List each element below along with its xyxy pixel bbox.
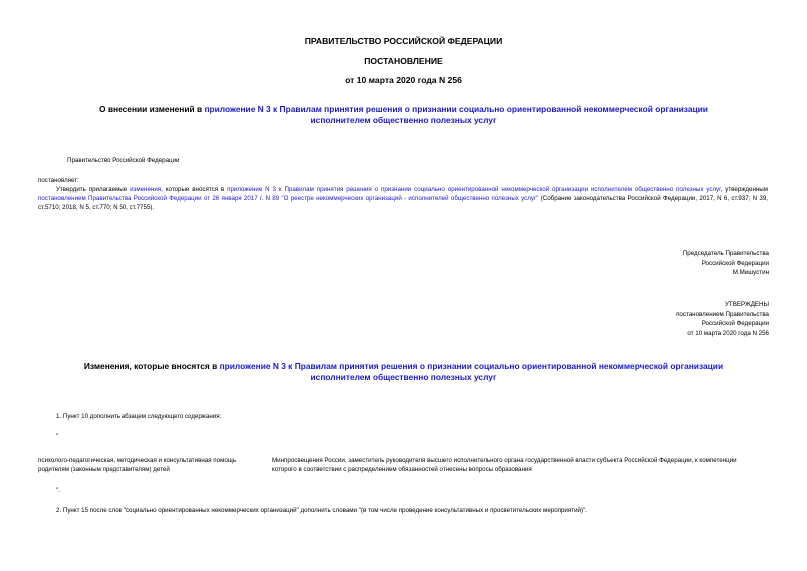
document-title xyxy=(70,104,737,126)
p1-text-d: (Собрание законодательства Российской Федерации, 2017, N 6, ст.937; N 39, ст.5710; 2018, N 5, ст.770; N 50, ст.7755). xyxy=(38,195,768,211)
approved-line-1: УТВЕРЖДЕНЫ xyxy=(725,301,769,308)
paragraph-1 xyxy=(38,185,768,212)
changes-title-prefix: Изменения, которые вносятся в xyxy=(83,361,220,371)
resolution-link[interactable]: постановлением Правительства Российской Федерации от 26 января 2017 г. N 89 "О реестре некоммерческих организаций - исполнителей общественно полезных услуг" xyxy=(38,195,539,202)
signature-line-2: Российской Федерации xyxy=(701,259,769,267)
decrees-line: постановляет: xyxy=(38,177,79,184)
changes-title-link[interactable]: приложение N 3 к Правилам принятия решения о признании социально ориентированной некоммерческой организации исполнителем общественно полезных услуг xyxy=(219,361,724,382)
government-heading: ПРАВИТЕЛЬСТВО РОССИЙСКОЙ ФЕДЕРАЦИИ xyxy=(304,36,503,46)
document-date-number: от 10 марта 2020 года N 256 xyxy=(345,75,462,85)
signature-line-3: М.Мишустин xyxy=(732,269,769,276)
table-cell-authority: Минпросвещения России, заместитель руководителя высшего исполнительного органа государственной власти субъекта Российской Федерации, к компетенции которого в соответствии с распределением обязанностей отнесены вопросы образования xyxy=(272,457,737,473)
approved-line-2: постановлением Правительства xyxy=(676,310,769,318)
table-cell-service: психолого-педагогическая, методическая и консультативная помощь родителям (законным представителям) детей xyxy=(38,457,237,473)
changes-title xyxy=(60,361,747,383)
item-2: 2. Пункт 15 после слов "социально ориентированных некоммерческих организаций" дополнить словами "(в том числе проведение консультативных и просветительских мероприятий)". xyxy=(56,507,587,514)
close-quote: ". xyxy=(56,487,60,494)
p1-text-b: , которые вносятся в xyxy=(161,186,228,193)
approved-line-3: Российской Федерации xyxy=(701,320,769,327)
signature-block xyxy=(683,249,769,278)
approved-line-4: от 10 марта 2020 года N 256 xyxy=(687,329,769,337)
p1-text-c: , утвержденным xyxy=(720,186,768,193)
title-prefix: О внесении изменений в xyxy=(99,104,205,114)
changes-link[interactable]: изменения xyxy=(130,186,162,193)
appendix-link[interactable]: приложение N 3 к Правилам принятия решения о признании социально ориентированной некоммерческой организации исполнителем общественно полезных услуг xyxy=(227,186,721,193)
document-type: ПОСТАНОВЛЕНИЕ xyxy=(364,56,443,66)
title-link[interactable]: приложение N 3 к Правилам принятия решения о признании социально ориентированной некоммерческой организации исполнителем общественно полезных услуг xyxy=(204,104,708,125)
item-1: 1. Пункт 10 дополнить абзацем следующего содержания: xyxy=(56,413,222,420)
government-line: Правительство Российской Федерации xyxy=(67,157,180,164)
signature-line-1: Председатель Правительства xyxy=(682,250,769,257)
approved-block xyxy=(676,300,769,338)
open-quote: " xyxy=(56,433,59,440)
p1-text-a: Утвердить прилагаемые xyxy=(56,186,131,193)
